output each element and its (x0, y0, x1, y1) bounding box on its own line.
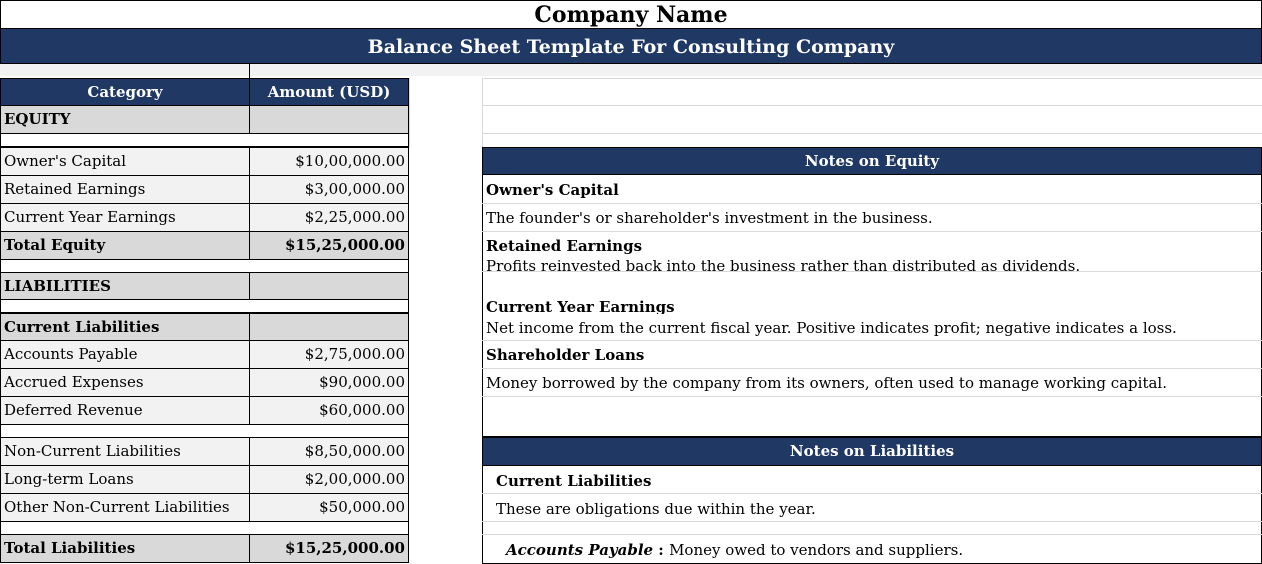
note-shareholder-text: Money borrowed by the company from its owners, often used to manage working capital. (486, 374, 1167, 392)
grid-line (482, 340, 1262, 341)
note-shareholder-title: Shareholder Loans (486, 346, 645, 364)
grid-line (482, 203, 1262, 204)
grid-line (482, 133, 1262, 134)
note-current-liabilities-text: These are obligations due within the year. (496, 500, 816, 518)
long-term-loans-label: Long-term Loans (0, 465, 250, 494)
company-name: Company Name (0, 0, 1262, 28)
column-header-amount: Amount (USD) (249, 78, 409, 106)
grid-line (482, 231, 1262, 232)
spacer-row (0, 133, 409, 147)
grid-line (482, 78, 483, 148)
long-term-loans-value: $2,00,000.00 (249, 465, 409, 494)
non-current-liabilities-value: $8,50,000.00 (249, 437, 409, 466)
grid-line (482, 105, 1262, 106)
owners-capital-value: $10,00,000.00 (249, 147, 409, 176)
current-year-earnings-label: Current Year Earnings (0, 203, 250, 232)
equity-heading: EQUITY (0, 105, 250, 134)
note-owners-capital-text: The founder's or shareholder's investment in the business. (486, 209, 933, 227)
note-ap-sep: : (653, 541, 670, 559)
notes-equity-heading: Notes on Equity (482, 147, 1262, 175)
other-non-current-value: $50,000.00 (249, 493, 409, 522)
retained-earnings-value: $3,00,000.00 (249, 175, 409, 204)
notes-liabilities-heading: Notes on Liabilities (482, 437, 1262, 466)
accounts-payable-label: Accounts Payable (0, 340, 250, 369)
grid-line (482, 78, 1262, 79)
current-year-earnings-value: $2,25,000.00 (249, 203, 409, 232)
total-liabilities-value: $15,25,000.00 (249, 534, 409, 563)
grid-line (482, 396, 1262, 397)
grid-line (249, 64, 250, 78)
column-header-category: Category (0, 78, 250, 106)
spacer-row (0, 259, 409, 273)
sheet-title: Balance Sheet Template For Consulting Company (0, 28, 1262, 64)
spacer-row (0, 424, 409, 438)
grid-line (482, 493, 1262, 494)
other-non-current-label: Other Non-Current Liabilities (0, 493, 250, 522)
spacer-row (0, 299, 409, 313)
note-current-year-title: Current Year Earnings (486, 298, 675, 314)
spacer-row (0, 521, 409, 535)
spacer-row (0, 64, 1262, 76)
note-retained-title: Retained Earnings (486, 237, 643, 255)
note-owners-capital-title: Owner's Capital (486, 181, 619, 199)
equity-heading-amount (249, 105, 409, 134)
accounts-payable-value: $2,75,000.00 (249, 340, 409, 369)
liabilities-heading-amount (249, 272, 409, 300)
deferred-revenue-label: Deferred Revenue (0, 396, 250, 425)
grid-line (482, 521, 1262, 522)
note-retained-text: Profits reinvested back into the business rather than distributed as dividends. (486, 257, 1081, 275)
current-liabilities-amount (249, 313, 409, 341)
grid-line (482, 534, 1262, 535)
note-current-liabilities-title: Current Liabilities (496, 472, 652, 490)
grid-line (409, 78, 410, 148)
liabilities-heading: LIABILITIES (0, 272, 250, 300)
note-current-year-text: Net income from the current fiscal year. Positive indicates profit; negative indicates a loss. (486, 319, 1177, 337)
non-current-liabilities-label: Non-Current Liabilities (0, 437, 250, 466)
total-equity-value: $15,25,000.00 (249, 231, 409, 260)
deferred-revenue-value: $60,000.00 (249, 396, 409, 425)
total-liabilities-label: Total Liabilities (0, 534, 250, 563)
note-ap-text: Money owed to vendors and suppliers. (669, 541, 964, 559)
total-equity-label: Total Equity (0, 231, 250, 260)
owners-capital-label: Owner's Capital (0, 147, 250, 176)
current-liabilities-label: Current Liabilities (0, 313, 250, 341)
accrued-expenses-label: Accrued Expenses (0, 368, 250, 397)
accrued-expenses-value: $90,000.00 (249, 368, 409, 397)
note-ap-title: Accounts Payable (506, 541, 654, 559)
grid-line (482, 368, 1262, 369)
note-accounts-payable (502, 540, 963, 560)
retained-earnings-label: Retained Earnings (0, 175, 250, 204)
